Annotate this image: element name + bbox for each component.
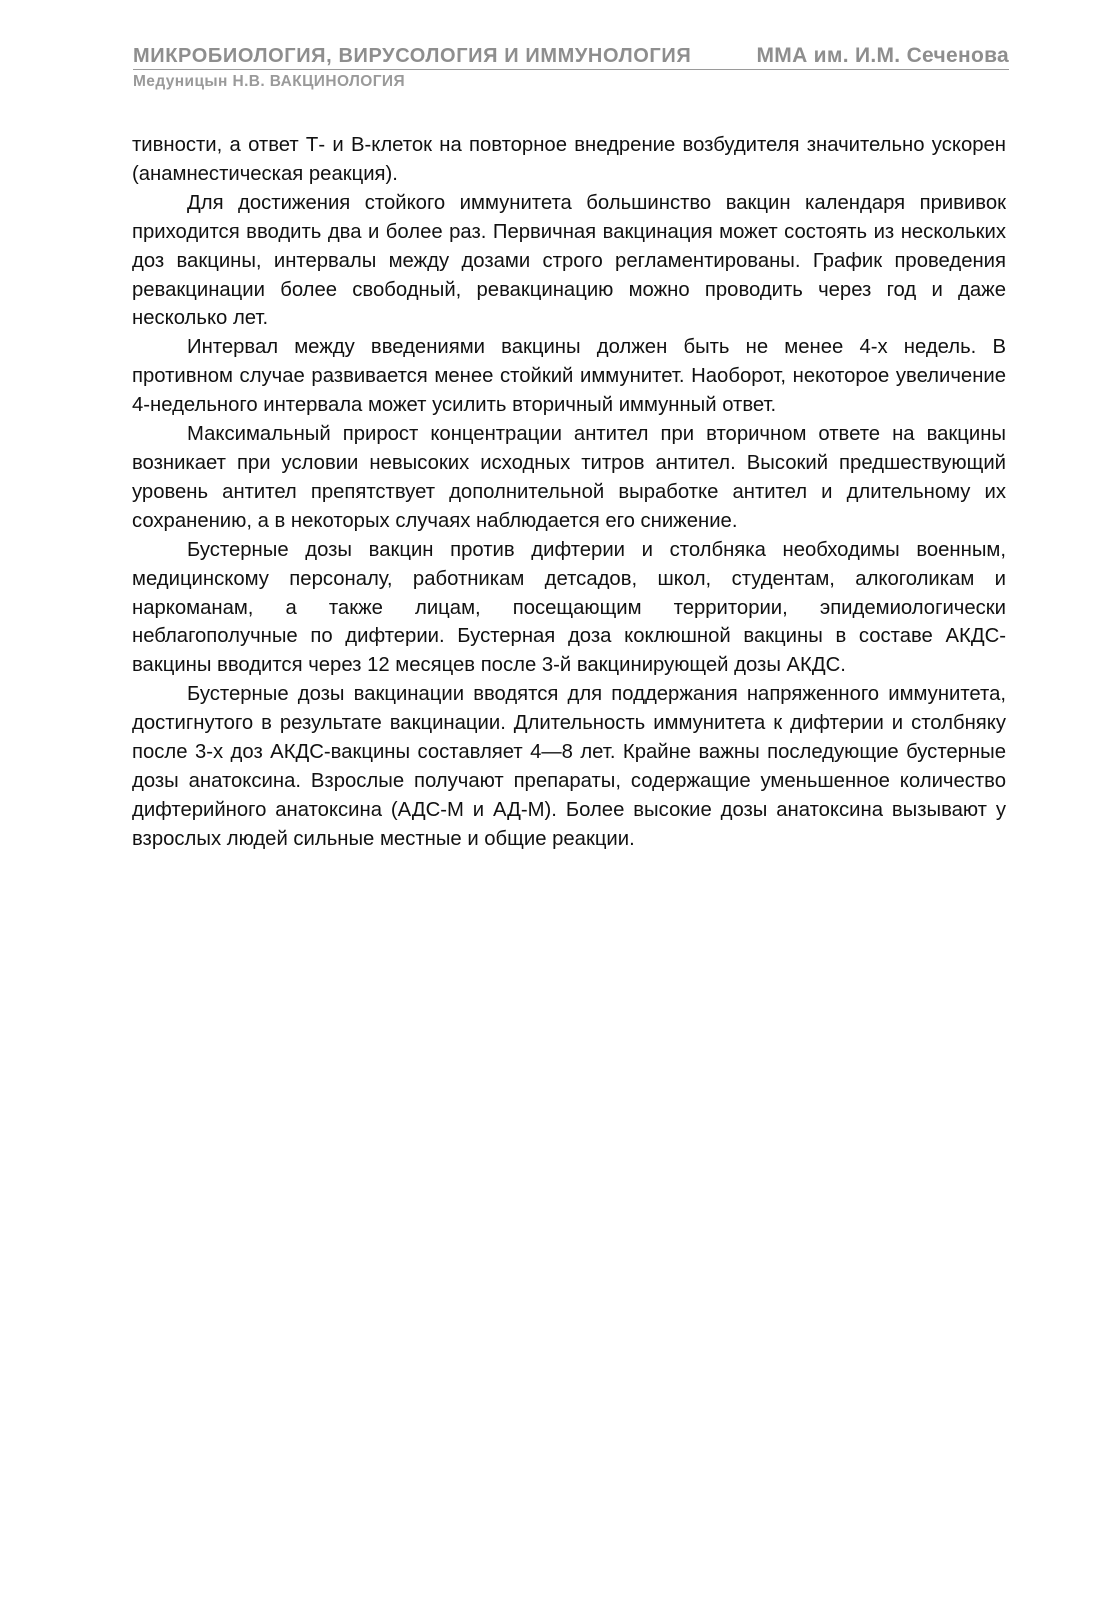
header-subject: МИКРОБИОЛОГИЯ, ВИРУСОЛОГИЯ И ИММУНОЛОГИЯ — [133, 45, 692, 67]
paragraph-booster-groups: Бустерные дозы вакцин против дифтерии и столбняка необходимы военным, медицинскому персоналу, работникам детсадов, школ, студентам, алкоголикам и наркоманам, а также лицам, посещающим территории, эпидемиологически неблагополучные по дифтерии. Бустерная доза коклюшной вакцины в составе АКДС-вакцины вводится через 12 месяцев после 3-й вакцинирующей дозы АКДС. — [132, 538, 1006, 677]
body-text — [132, 131, 1006, 854]
paragraph-antibody-titers: Максимальный прирост концентрации антител при вторичном ответе на вакцины возникает при условии невысоких исходных титров антител. Высокий предшествующий уровень антител препятствует дополнительной выработке антител и длительному их сохранению, а в некоторых случаях наблюдается его снижение. — [132, 423, 1006, 532]
paragraph-revaccination: Для достижения стойкого иммунитета большинство вакцин календаря прививок приходится вводить два и более раз. Первичная вакцинация может состоять из нескольких доз вакцины, интервалы между дозами строго регламентированы. График проведения ревакцинации более свободный, ревакцинацию можно проводить через год и даже несколько лет. — [132, 191, 1006, 330]
running-header — [133, 44, 1009, 91]
paragraph-booster-immunity: Бустерные дозы вакцинации вводятся для поддержания напряженного иммунитета, достигнутого в результате вакцинации. Длительность иммунитета к дифтерии и столбняку после 3-х доз АКДС-вакцины составляет 4—8 лет. Крайне важны последующие бустерные дозы анатоксина. Взрослые получают препараты, содержащие уменьшенное количество дифтерийного анатоксина (АДС-М и АД-М). Более высокие дозы анатоксина вызывают у взрослых людей сильные местные и общие реакции. — [132, 683, 1006, 850]
header-institution: ММА им. И.М. Сеченова — [756, 44, 1009, 67]
paragraph-interval: Интервал между введениями вакцины должен быть не менее 4-х недель. В противном случае развивается менее стойкий иммунитет. Наоборот, некоторое увеличение 4-недельного интервала может усилить вторичный иммунный ответ. — [132, 336, 1006, 417]
header-top-row — [133, 44, 1009, 70]
header-author-title: Медуницын Н.В. ВАКЦИНОЛОГИЯ — [133, 73, 406, 90]
paragraph-continuation: тивности, а ответ Т- и В-клеток на повторное внедрение возбудителя значительно ускорен (анамнестическая реакция). — [132, 134, 1006, 185]
